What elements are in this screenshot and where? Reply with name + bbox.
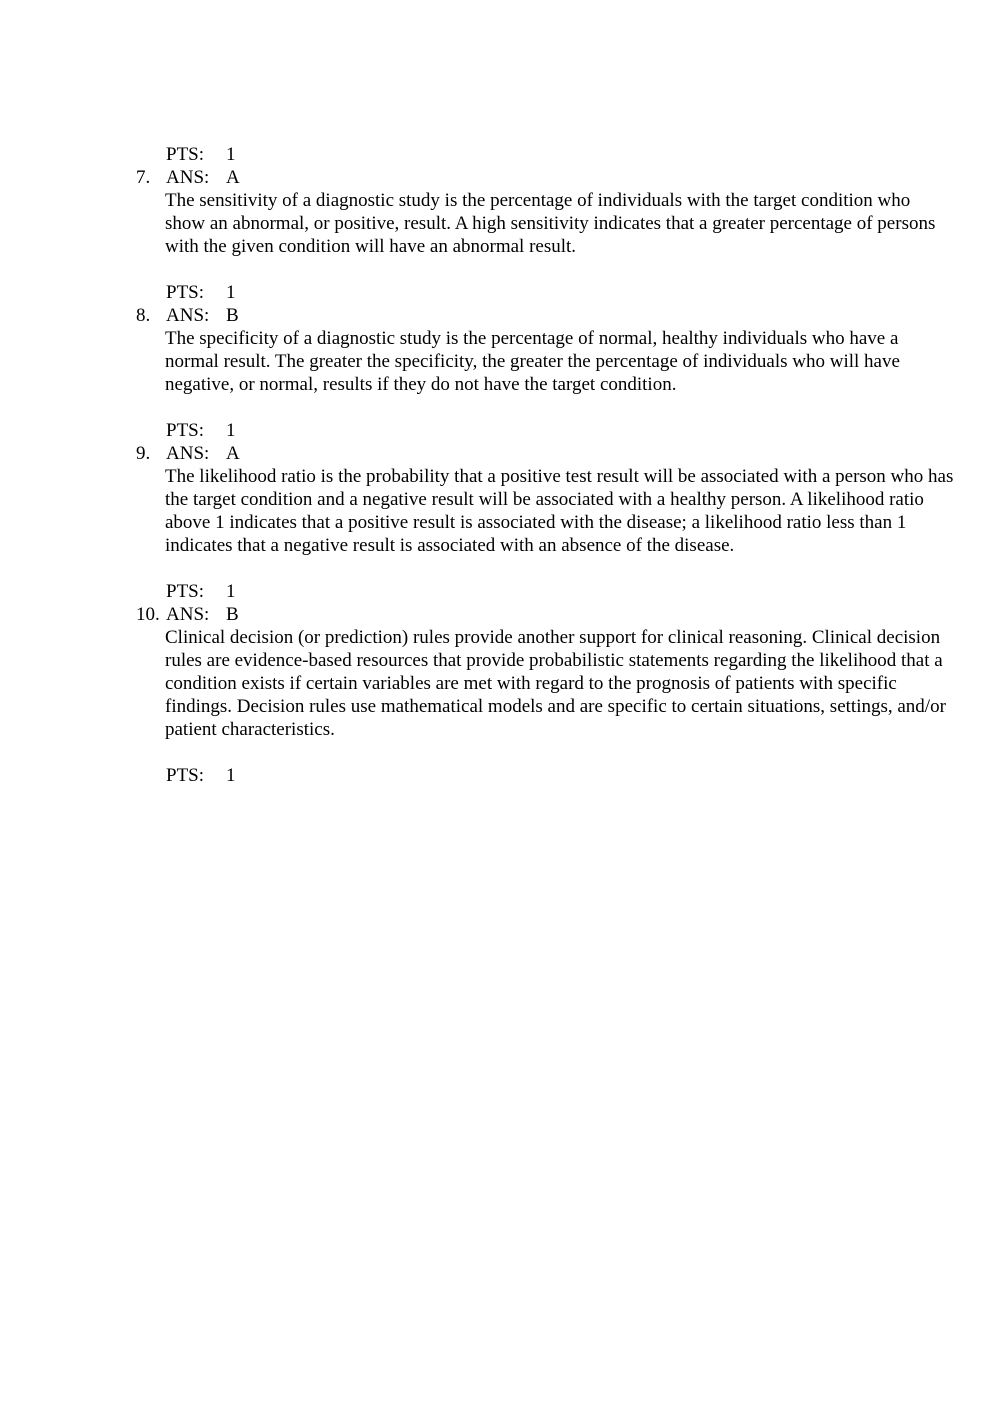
answer-item-7 [0, 166, 993, 304]
answer-item-9 [0, 442, 993, 603]
ans-label: ANS: [166, 604, 210, 625]
ans-value: B [226, 604, 239, 625]
ans-value: B [226, 305, 239, 326]
rationale-text: The likelihood ratio is the probability that a positive test result will be associated with a person who has the target condition and a negative result will be associated with a healthy person. A likelihood ratio above 1 indicates that a positive result is associated with the disease; a likelihood ratio less than 1 indicates that a negative result is associated with an absence of the disease. [165, 466, 954, 556]
pts-label: PTS: [166, 144, 205, 165]
answer-key-page [0, 143, 993, 787]
ans-label: ANS: [166, 305, 210, 326]
pts-line [0, 281, 993, 304]
item-number: 7. [136, 167, 151, 188]
pts-label: PTS: [166, 765, 205, 786]
item-number: 10. [136, 604, 160, 625]
pts-value: 1 [226, 420, 236, 441]
pts-label: PTS: [166, 420, 205, 441]
answer-item-8 [0, 304, 993, 442]
pts-line [0, 143, 993, 166]
ans-line [0, 166, 993, 189]
pts-value: 1 [226, 581, 236, 602]
ans-label: ANS: [166, 167, 210, 188]
ans-value: A [226, 167, 240, 188]
ans-line [0, 442, 993, 465]
rationale-text: The sensitivity of a diagnostic study is the percentage of individuals with the target condition who show an abnormal, or positive, result. A high sensitivity indicates that a greater percentage of persons with the given condition will have an abnormal result. [165, 190, 936, 257]
pts-value: 1 [226, 765, 236, 786]
rationale-text: Clinical decision (or prediction) rules provide another support for clinical reasoning. Clinical decision rules are evidence-based resources that provide probabilistic statements regarding the likelihood that a condition exists if certain variables are met with regard to the prognosis of patients with specific findings. Decision rules use mathematical models and are specific to certain situations, settings, and/or patient characteristics. [165, 627, 946, 740]
ans-label: ANS: [166, 443, 210, 464]
pts-line [0, 580, 993, 603]
pts-line [0, 764, 993, 787]
pts-value: 1 [226, 282, 236, 303]
ans-line [0, 603, 993, 626]
pts-line [0, 419, 993, 442]
pts-label: PTS: [166, 282, 205, 303]
pts-value: 1 [226, 144, 236, 165]
pts-label: PTS: [166, 581, 205, 602]
rationale-text: The specificity of a diagnostic study is the percentage of normal, healthy individuals who have a normal result. The greater the specificity, the greater the percentage of individuals who will have negative, or normal, results if they do not have the target condition. [165, 328, 900, 395]
item-number: 9. [136, 443, 151, 464]
answer-item-10 [0, 603, 993, 787]
ans-line [0, 304, 993, 327]
ans-value: A [226, 443, 240, 464]
item-number: 8. [136, 305, 151, 326]
